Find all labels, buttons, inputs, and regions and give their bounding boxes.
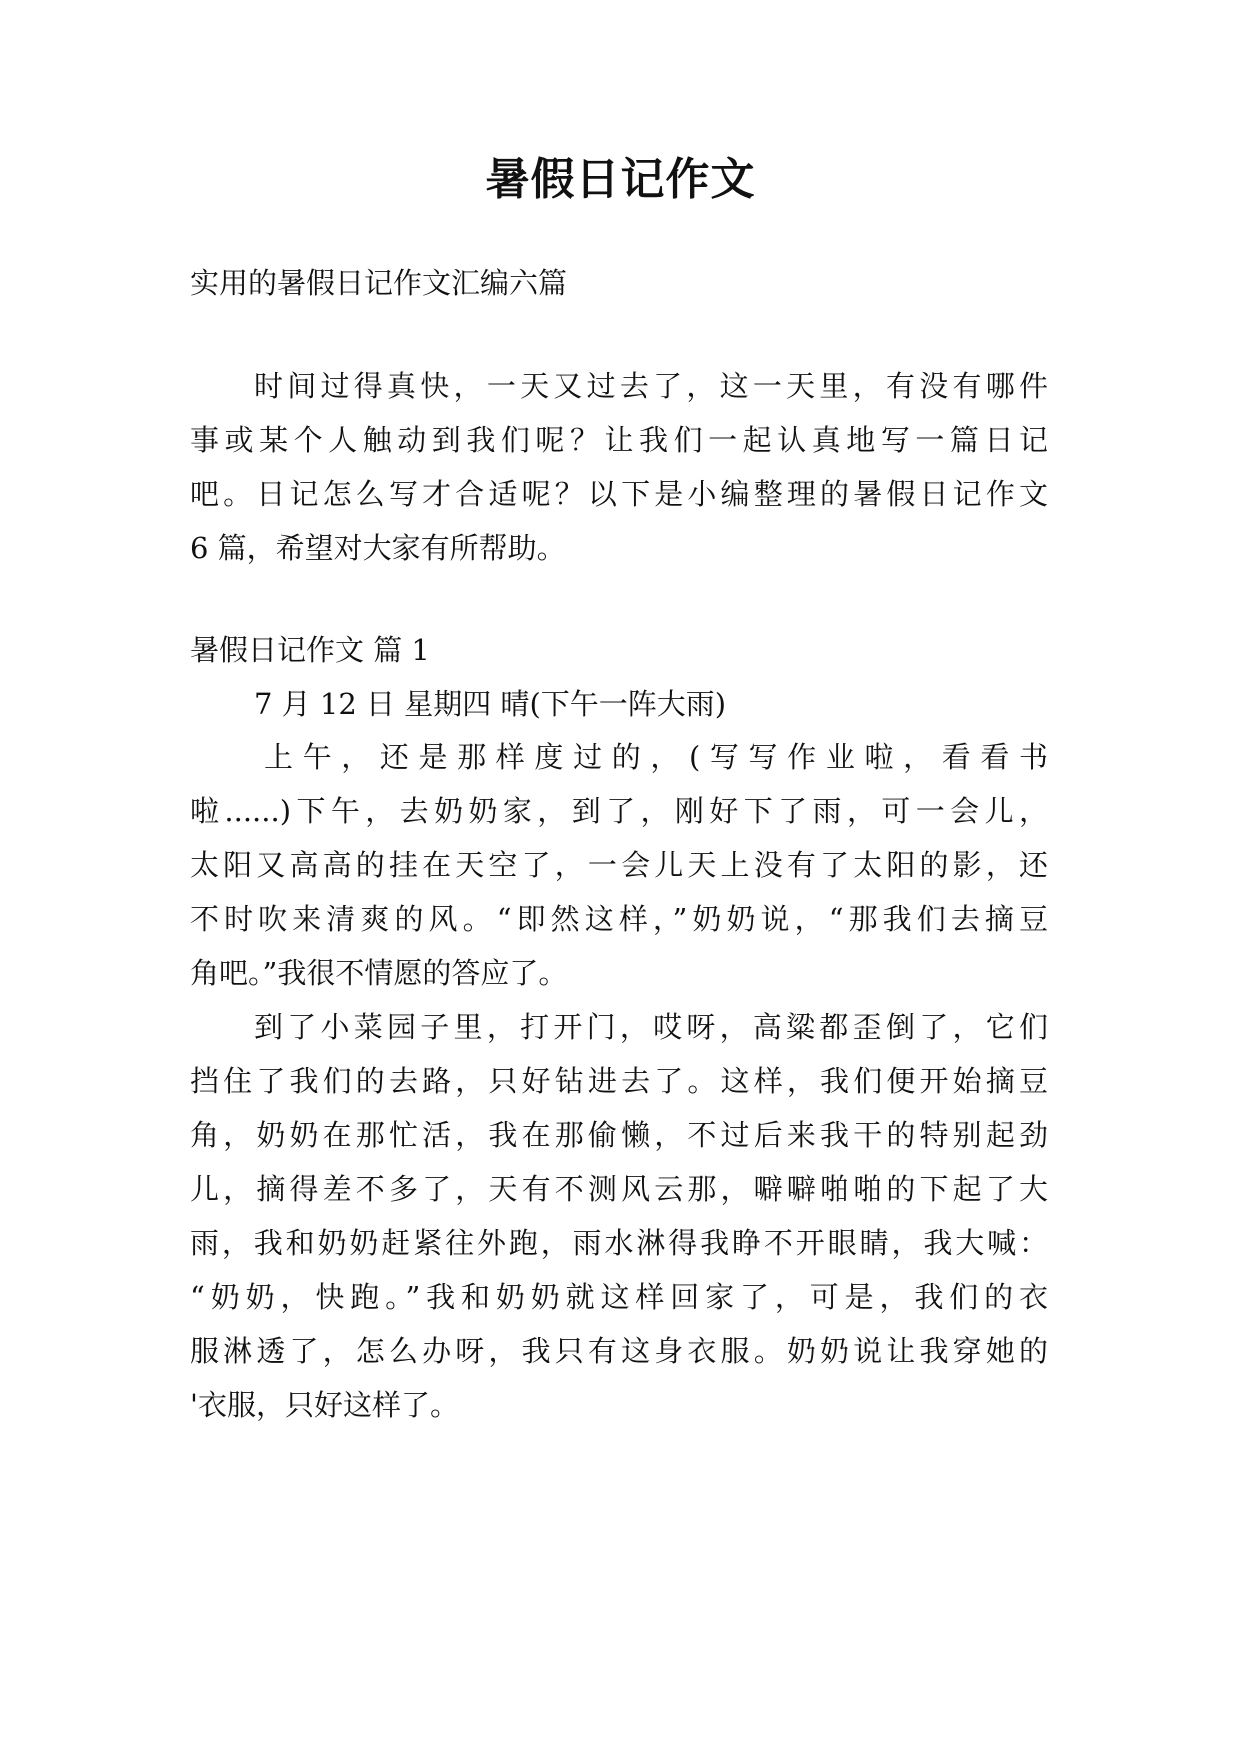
paragraph-line: 角，奶奶在那忙活，我在那偷懒，不过后来我干的特别起劲 [190, 1118, 1048, 1152]
intro-line: 6 篇，希望对大家有所帮助。 [190, 531, 566, 565]
paragraph-line: 上午，还是那样度过的，(写写作业啦，看看书 [264, 740, 1048, 774]
date-line: 7 月 12 日 星期四 晴(下午一阵大雨) [254, 687, 727, 721]
paragraph-line: 到了小菜园子里，打开门，哎呀，高粱都歪倒了，它们 [254, 1010, 1048, 1044]
paragraph-line: 角吧。”我很不情愿的答应了。 [190, 956, 568, 990]
paragraph-line: 服淋透了，怎么办呀，我只有这身衣服。奶奶说让我穿她的 [190, 1334, 1048, 1368]
paragraph-line: 太阳又高高的挂在天空了，一会儿天上没有了太阳的影，还 [190, 848, 1048, 882]
paragraph-line: 不时吹来清爽的风。“即然这样，”奶奶说，“那我们去摘豆 [190, 902, 1048, 936]
section-heading: 暑假日记作文 篇 1 [190, 633, 430, 667]
paragraph-line: 雨，我和奶奶赶紧往外跑，雨水淋得我睁不开眼睛，我大喊： [190, 1226, 1048, 1260]
intro-line: 吧。日记怎么写才合适呢？以下是小编整理的暑假日记作文 [190, 477, 1048, 511]
paragraph-line: “奶奶，快跑。”我和奶奶就这样回家了，可是，我们的衣 [190, 1280, 1048, 1314]
intro-line: 事或某个人触动到我们呢？让我们一起认真地写一篇日记 [190, 423, 1048, 457]
intro-line: 时间过得真快，一天又过去了，这一天里，有没有哪件 [254, 369, 1048, 403]
paragraph-line: '衣服，只好这样了。 [190, 1388, 459, 1422]
page-title: 暑假日记作文 [485, 154, 756, 205]
paragraph-line: 啦......)下午，去奶奶家，到了，刚好下了雨，可一会儿， [190, 794, 1048, 828]
subtitle: 实用的暑假日记作文汇编六篇 [190, 266, 568, 300]
paragraph-line: 挡住了我们的去路，只好钻进去了。这样，我们便开始摘豆 [190, 1064, 1048, 1098]
paragraph-line: 儿，摘得差不多了，天有不测风云那，噼噼啪啪的下起了大 [190, 1172, 1048, 1206]
